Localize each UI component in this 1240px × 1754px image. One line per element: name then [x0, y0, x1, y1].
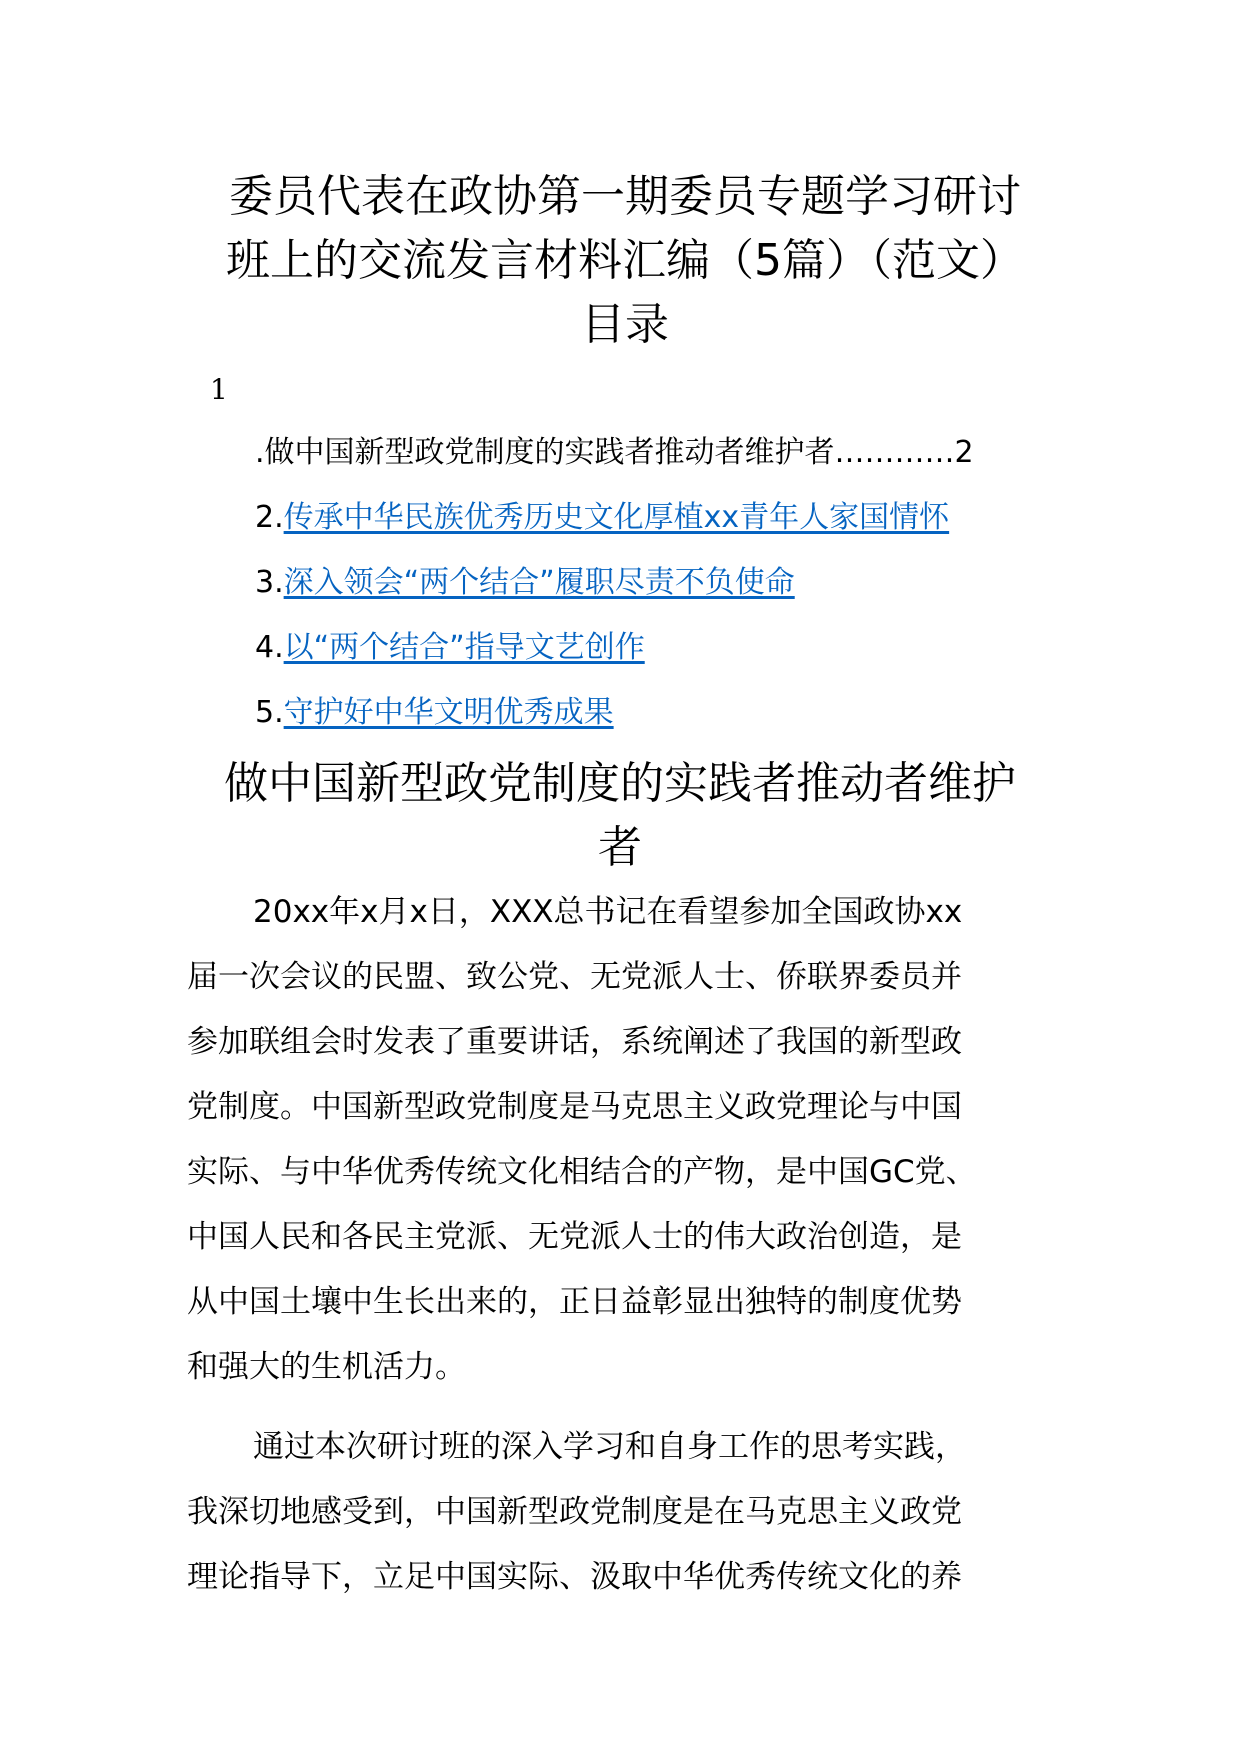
- paragraph-1-line-8: 和强大的生机活力。: [187, 1349, 466, 1385]
- toc-page-marker: 1: [210, 373, 228, 406]
- toc-item-5[interactable]: [255, 692, 1055, 757]
- section-title: [190, 752, 1050, 880]
- paragraph-1-line-3: 参加联组会时发表了重要讲话，系统阐述了我国的新型政: [187, 1024, 962, 1060]
- paragraph-gap: [187, 1400, 1057, 1415]
- paragraph-2-line-2: 我深切地感受到，中国新型政党制度是在马克思主义政党: [187, 1494, 962, 1530]
- document-title: [180, 165, 1070, 357]
- paragraph-1-line-7: 从中国土壤中生长出来的，正日益彰显出独特的制度优势: [187, 1284, 962, 1320]
- toc-item-3-number: 3.: [255, 565, 284, 600]
- paragraph-1-line-2: 届一次会议的民盟、致公党、无党派人士、侨联界委员并: [187, 959, 962, 995]
- title-line-2: 班上的交流发言材料汇编（5篇）（范文）: [226, 235, 1024, 286]
- table-of-contents: [255, 432, 1055, 757]
- paragraph-2-line-1: 通过本次研讨班的深入学习和自身工作的思考实践，: [253, 1429, 966, 1465]
- paragraph-1-line-5: 实际、与中华优秀传统文化相结合的产物，是中国GC党、: [187, 1154, 977, 1190]
- toc-item-1-page: 2: [954, 435, 974, 470]
- toc-heading: 目录: [581, 299, 669, 350]
- toc-item-2-number: 2.: [255, 500, 284, 535]
- toc-item-4[interactable]: [255, 627, 1055, 692]
- paragraph-1-line-6: 中国人民和各民主党派、无党派人士的伟大政治创造，是: [187, 1219, 962, 1255]
- toc-item-4-link[interactable]: 以“两个结合”指导文艺创作: [283, 630, 645, 665]
- toc-item-1-leader: …………: [834, 435, 955, 470]
- toc-item-3[interactable]: [255, 562, 1055, 627]
- toc-item-5-number: 5.: [255, 695, 284, 730]
- toc-item-4-number: 4.: [255, 630, 284, 665]
- toc-item-2[interactable]: [255, 497, 1055, 562]
- paragraph-1-line-1: 20xx年x月x日，XXX总书记在看望参加全国政协xx: [253, 894, 963, 930]
- section-title-line-1: 做中国新型政党制度的实践者推动者维护: [224, 758, 1016, 809]
- toc-item-1[interactable]: [255, 432, 1055, 497]
- toc-item-2-link[interactable]: 传承中华民族优秀历史文化厚植xx青年人家国情怀: [283, 500, 950, 535]
- paragraph-2-line-3: 理论指导下，立足中国实际、汲取中华优秀传统文化的养: [187, 1559, 962, 1595]
- toc-item-5-link[interactable]: 守护好中华文明优秀成果: [283, 695, 614, 730]
- paragraph-1-line-4: 党制度。中国新型政党制度是马克思主义政党理论与中国: [187, 1089, 962, 1125]
- section-body: [187, 880, 1057, 1610]
- toc-item-1-text[interactable]: .做中国新型政党制度的实践者推动者维护者: [255, 435, 835, 470]
- toc-item-3-link[interactable]: 深入领会“两个结合”履职尽责不负使命: [283, 565, 795, 600]
- title-line-1: 委员代表在政协第一期委员专题学习研讨: [229, 171, 1021, 222]
- section-title-line-2: 者: [598, 822, 642, 873]
